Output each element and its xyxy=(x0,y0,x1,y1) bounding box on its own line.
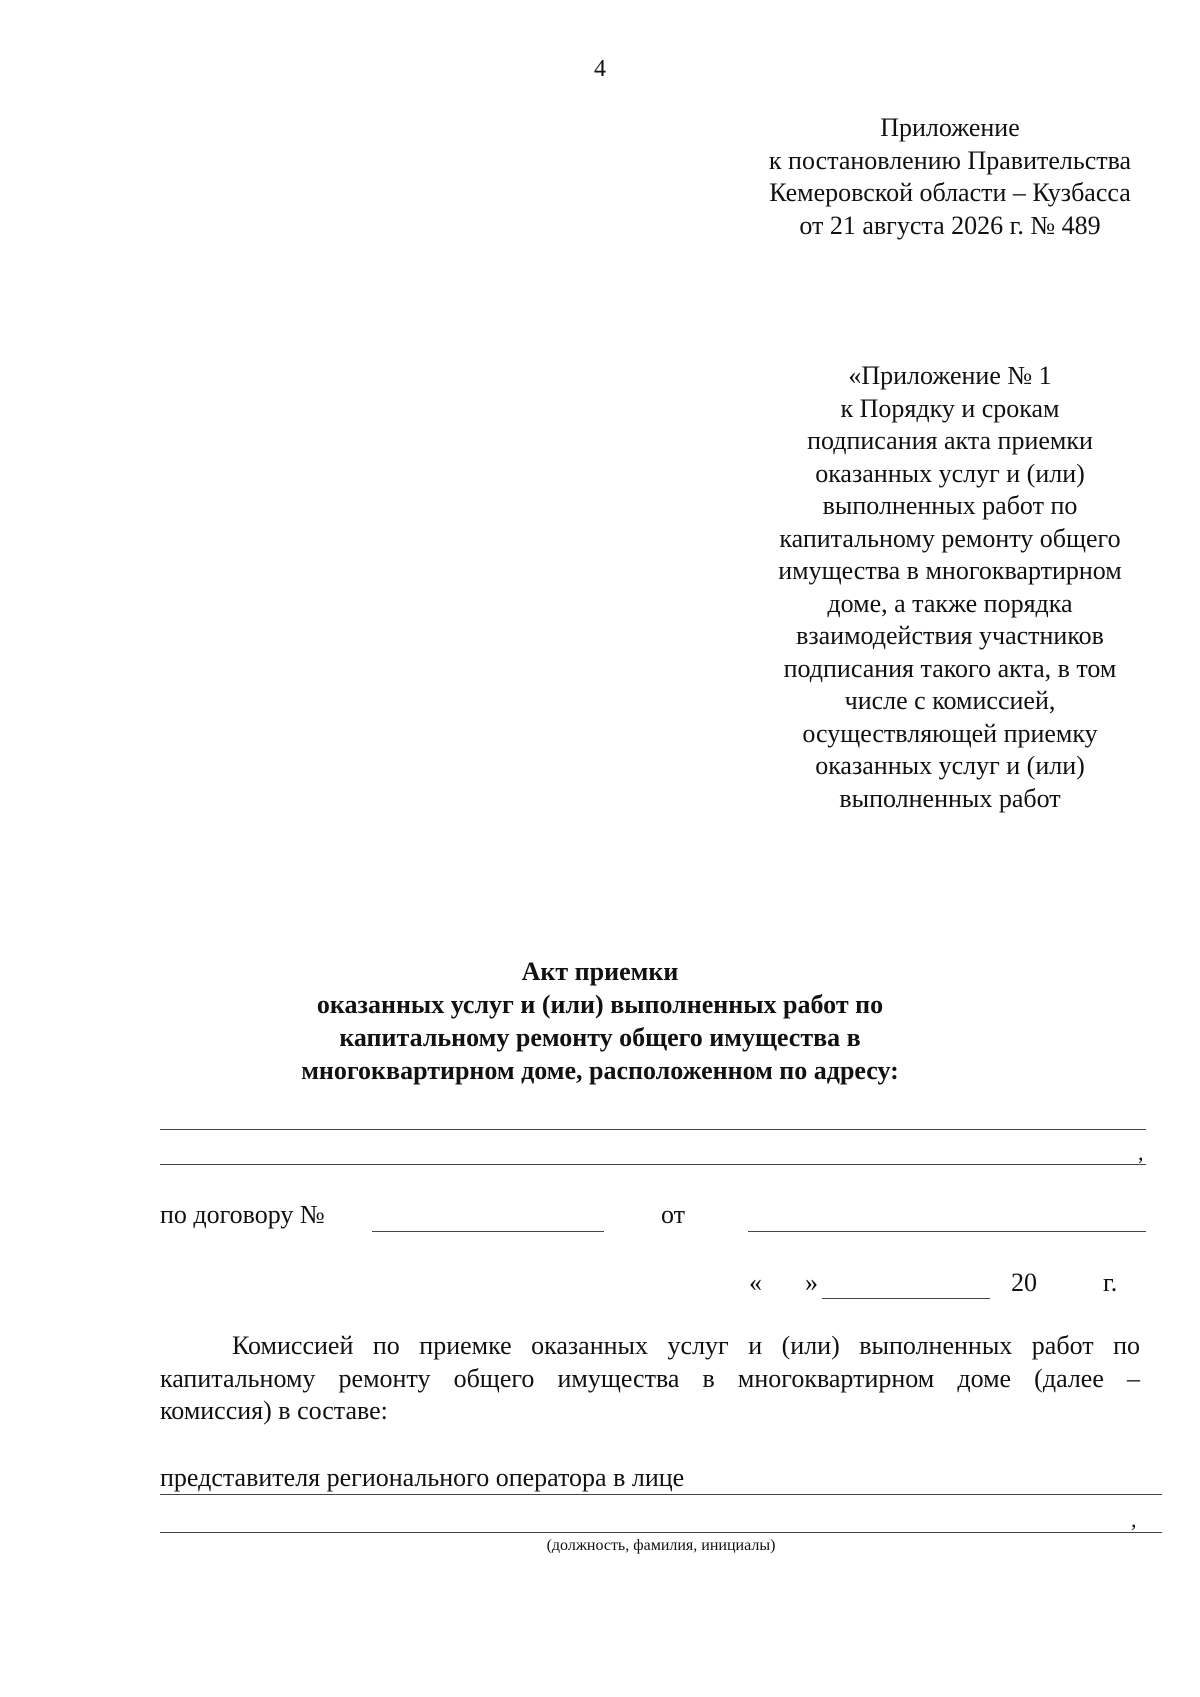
appendix-1-line: имущества в многоквартирном xyxy=(778,556,1122,585)
appendix-line: Кемеровской области – Кузбасса xyxy=(769,178,1131,207)
act-title-line: Акт приемки xyxy=(521,957,679,986)
appendix-line: от 21 августа 2026 г. № 489 xyxy=(799,210,1101,240)
representative-label: представителя регионального оператора в лице xyxy=(160,1463,685,1492)
contract-from-field[interactable] xyxy=(748,1231,1146,1232)
commission-paragraph-line: Комиссией по приемке оказанных услуг и (или) выполненных работ по xyxy=(232,1331,1140,1360)
appendix-line: к постановлению Правительства xyxy=(768,145,1132,175)
appendix-line: Приложение xyxy=(880,113,1020,142)
appendix-1-line: осуществляющей приемку xyxy=(802,718,1098,748)
page-number: 4 xyxy=(594,56,606,82)
representative-comma: , xyxy=(1131,1507,1137,1532)
appendix-header xyxy=(700,112,1200,242)
address-comma: , xyxy=(1138,1140,1144,1165)
contract-number-field[interactable] xyxy=(372,1231,604,1232)
date-quote-open: « xyxy=(749,1268,762,1297)
address-line-2[interactable] xyxy=(160,1164,1146,1165)
act-title-line: многоквартирном доме, расположенном по адресу: xyxy=(301,1056,899,1085)
date-quote-close: » xyxy=(805,1268,818,1297)
act-title-line: капитальному ремонту общего имущества в xyxy=(339,1023,861,1052)
appendix-1-line: числе с комиссией, xyxy=(844,686,1056,715)
date-year-suffix: г. xyxy=(1103,1268,1118,1297)
date-month-field[interactable] xyxy=(822,1298,990,1299)
appendix-1-line: подписания акта приемки xyxy=(807,426,1093,455)
appendix-1-header xyxy=(700,360,1200,815)
address-line-1[interactable] xyxy=(160,1129,1146,1130)
appendix-1-line: к Порядку и срокам xyxy=(840,393,1060,423)
appendix-1-line: оказанных услуг и (или) xyxy=(815,751,1085,780)
contract-label: по договору № xyxy=(160,1200,325,1229)
commission-paragraph xyxy=(160,1330,1140,1428)
representative-line-1[interactable] xyxy=(160,1494,1162,1495)
appendix-1-line: взаимодействия участников xyxy=(796,621,1104,650)
appendix-1-line: подписания такого акта, в том xyxy=(783,653,1117,683)
commission-paragraph-line: комиссия) в составе: xyxy=(160,1396,388,1425)
date-year-prefix: 20 xyxy=(1011,1268,1037,1297)
contract-from-label: от xyxy=(661,1200,686,1229)
commission-paragraph-line: капитальному ремонту общего имущества в многоквартирном доме (далее – xyxy=(160,1363,1140,1393)
appendix-1-line: оказанных услуг и (или) xyxy=(815,458,1085,488)
representative-caption: (должность, фамилия, инициалы) xyxy=(546,1537,776,1554)
appendix-1-line: доме, а также порядка xyxy=(827,588,1073,618)
appendix-1-line: выполненных работ xyxy=(839,783,1061,813)
appendix-1-line: «Приложение № 1 xyxy=(848,361,1052,390)
act-title-line: оказанных услуг и (или) выполненных работ по xyxy=(316,990,884,1019)
representative-line-2[interactable] xyxy=(160,1532,1162,1533)
appendix-1-line: капитальному ремонту общего xyxy=(779,523,1121,553)
appendix-1-line: выполненных работ по xyxy=(822,491,1078,520)
act-title xyxy=(100,955,1100,1087)
